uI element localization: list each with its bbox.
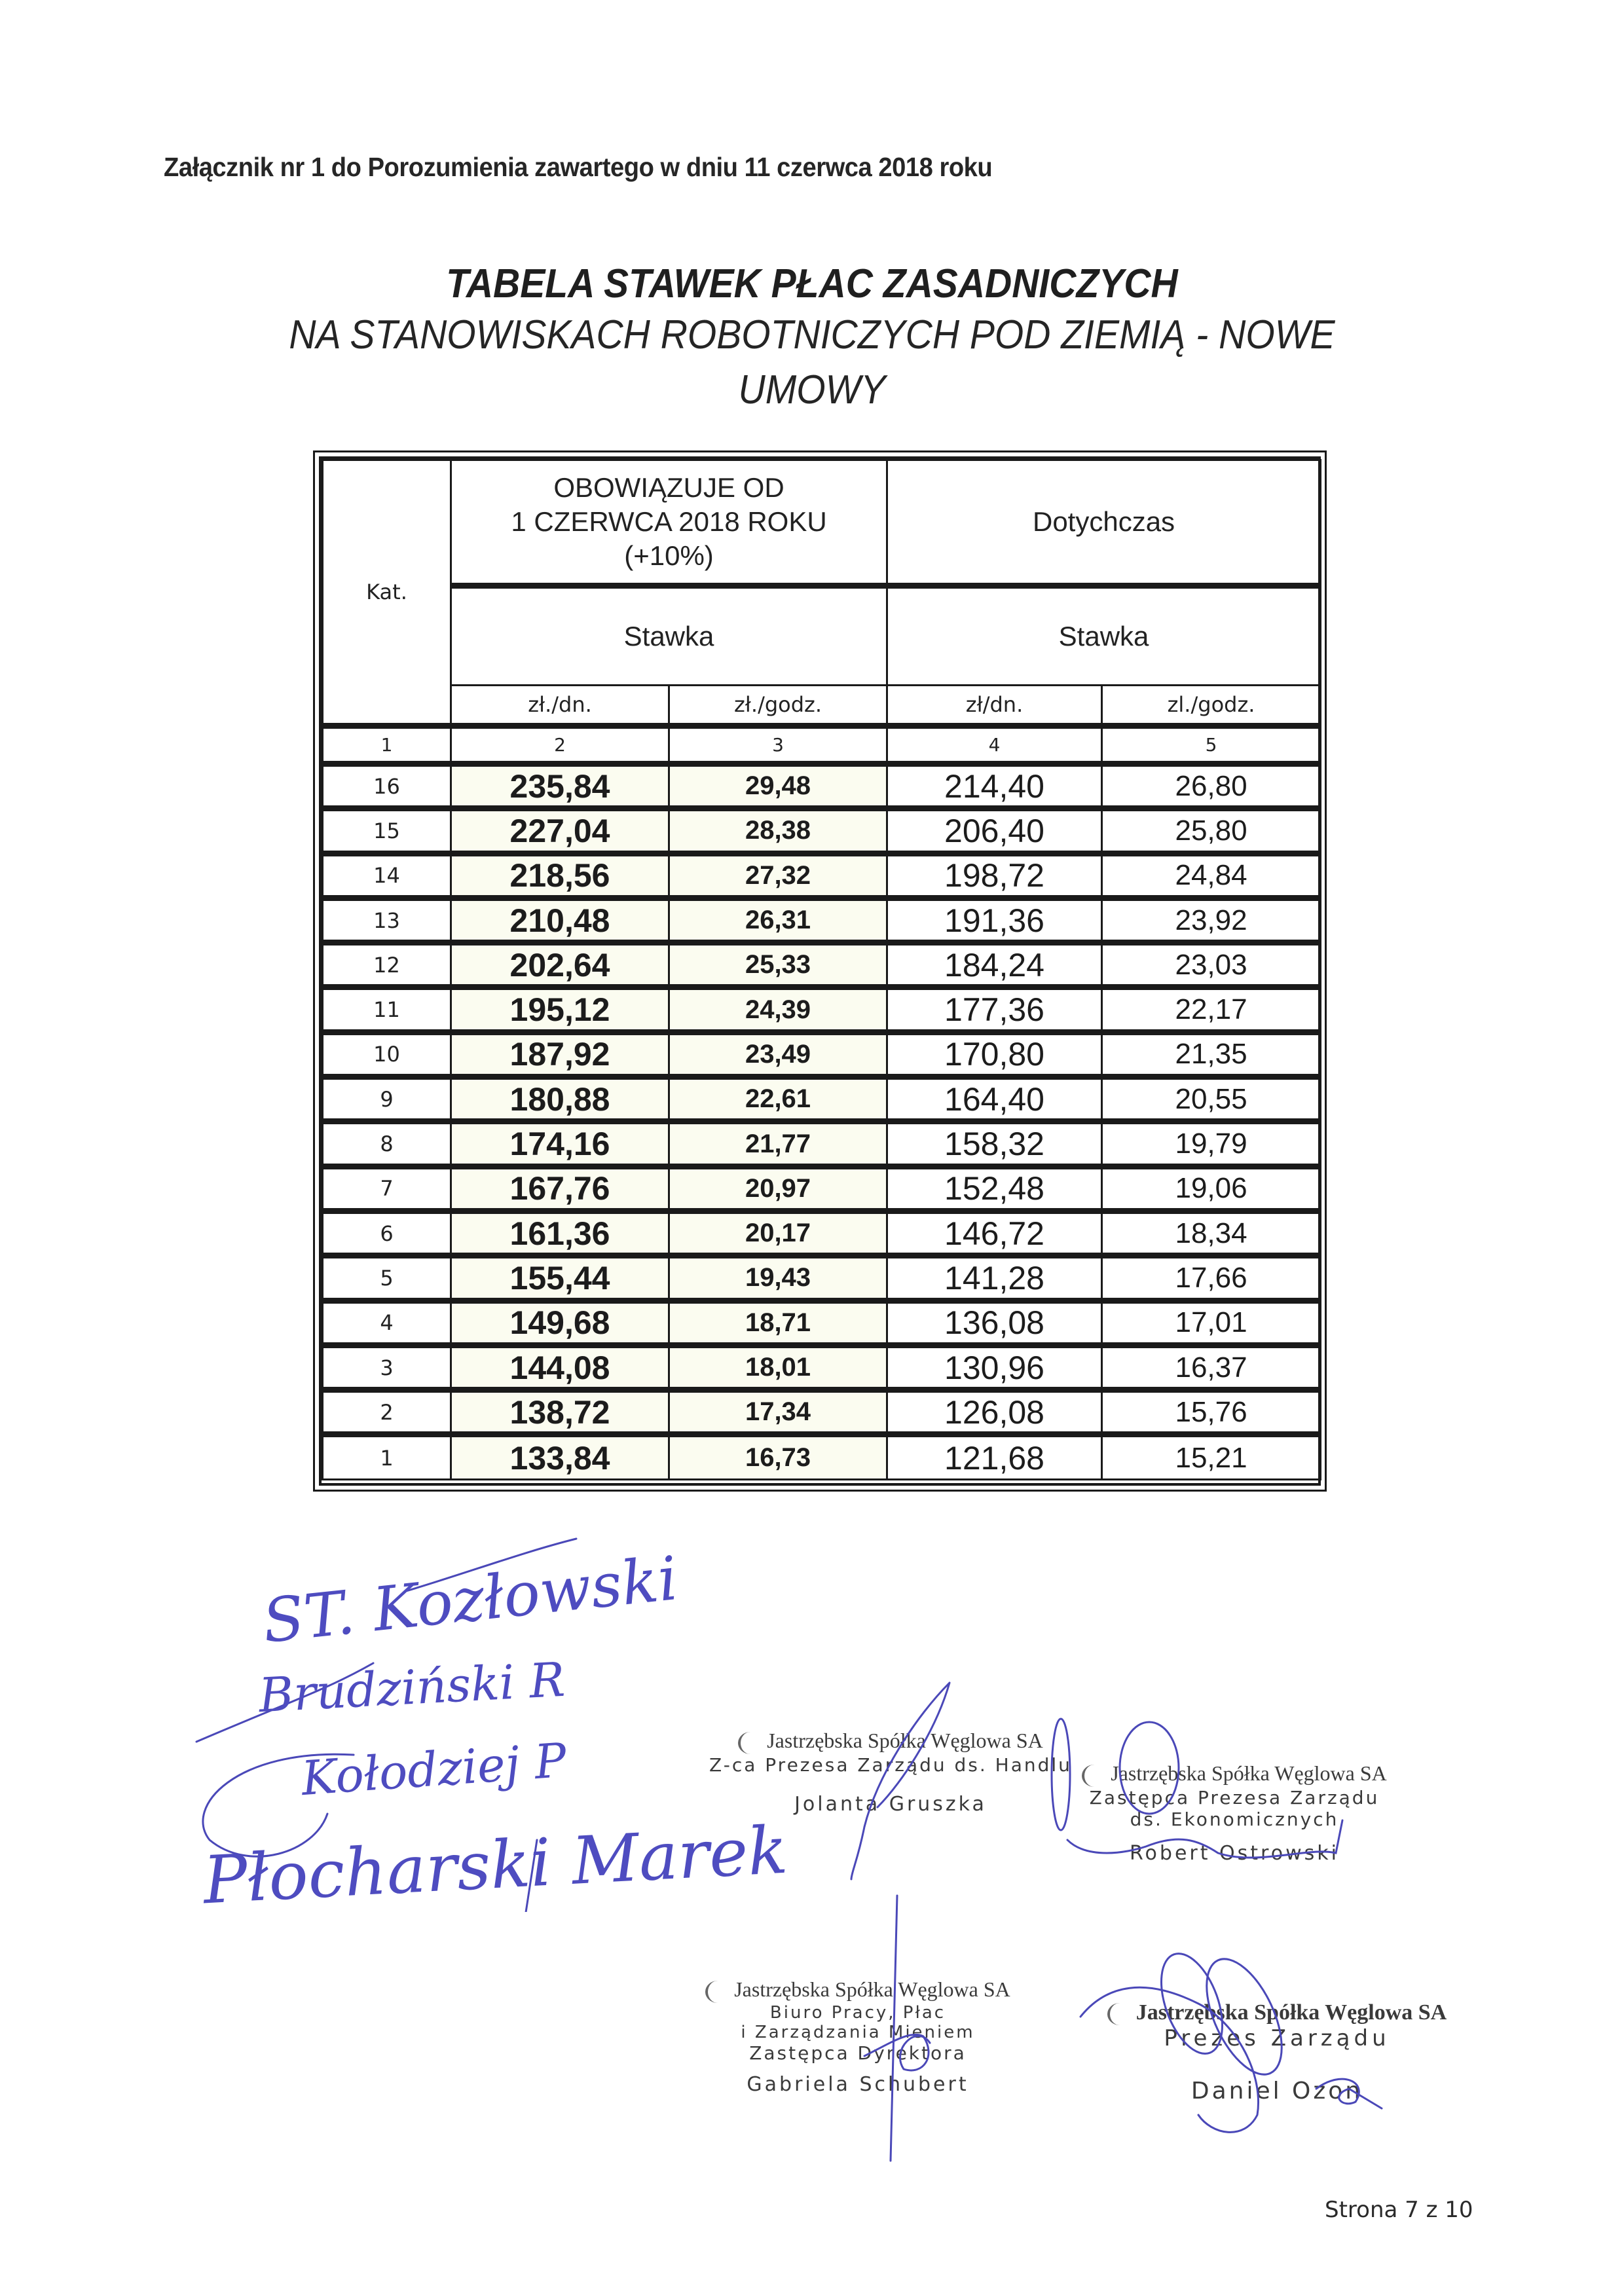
cell-old-rate-per-day: 146,72	[887, 1211, 1102, 1255]
table-row	[323, 1300, 1321, 1345]
column-number: 3	[669, 726, 887, 764]
signature-schubert	[851, 1892, 956, 2167]
cell-new-rate-per-hour: 18,71	[669, 1300, 887, 1345]
signature-ozon	[1067, 1945, 1434, 2141]
signature-ostrowski	[1048, 1716, 1401, 1866]
cell-category: 16	[323, 764, 451, 809]
stamp-name: Jolanta Gruszka	[794, 1792, 987, 1816]
cell-new-rate-per-hour: 21,77	[669, 1122, 887, 1166]
cell-category: 2	[323, 1390, 451, 1435]
cell-category: 13	[323, 898, 451, 942]
cell-old-rate-per-hour: 26,80	[1102, 764, 1321, 809]
cell-new-rate-per-hour: 16,73	[669, 1435, 887, 1479]
company-logo-icon	[705, 1981, 730, 2003]
cell-category: 14	[323, 853, 451, 898]
cell-new-rate-per-hour: 20,17	[669, 1211, 887, 1255]
cell-old-rate-per-day: 136,08	[887, 1300, 1102, 1345]
cell-old-rate-per-day: 206,40	[887, 809, 1102, 853]
signature-gruszka	[838, 1676, 969, 1886]
table-row	[323, 1077, 1321, 1122]
header-row-stawka	[323, 586, 1321, 686]
wage-rate-table	[313, 450, 1327, 1492]
cell-new-rate-per-hour: 28,38	[669, 809, 887, 853]
table-row	[323, 1435, 1321, 1479]
stamp-name: Gabriela Schubert	[747, 2072, 969, 2096]
cell-old-rate-per-hour: 19,79	[1102, 1122, 1321, 1166]
cell-new-rate-per-day: 218,56	[451, 853, 669, 898]
stamp-position-detail: ds. Ekonomicznych	[1130, 1808, 1339, 1830]
cell-category: 4	[323, 1300, 451, 1345]
stamp-department-line1: Biuro Pracy, Płac	[769, 2002, 946, 2023]
cell-old-rate-per-hour: 16,37	[1102, 1345, 1321, 1389]
cell-old-rate-per-day: 164,40	[887, 1077, 1102, 1122]
cell-old-rate-per-day: 141,28	[887, 1256, 1102, 1300]
cell-old-rate-per-hour: 23,03	[1102, 943, 1321, 987]
cell-old-rate-per-hour: 21,35	[1102, 1032, 1321, 1076]
header-row-units	[323, 686, 1321, 726]
cell-old-rate-per-day: 198,72	[887, 853, 1102, 898]
table-row	[323, 853, 1321, 898]
cell-new-rate-per-day: 138,72	[451, 1390, 669, 1435]
stamp-name: Daniel Ozon	[1190, 2078, 1363, 2105]
cell-new-rate-per-day: 210,48	[451, 898, 669, 942]
page-number: Strona 7 z 10	[1325, 2197, 1473, 2223]
cell-category: 9	[323, 1077, 451, 1122]
cell-old-rate-per-hour: 15,21	[1102, 1435, 1321, 1479]
stamp-department-line2: i Zarządzania Mieniem	[741, 2022, 975, 2042]
cell-old-rate-per-day: 152,48	[887, 1166, 1102, 1211]
stamp-position: Zastępca Dyrektora	[749, 2042, 967, 2064]
cell-old-rate-per-hour: 22,17	[1102, 987, 1321, 1032]
header-group-new-line1: OBOWIĄZUJE OD	[553, 472, 784, 503]
cell-new-rate-per-hour: 17,34	[669, 1390, 887, 1435]
cell-new-rate-per-hour: 25,33	[669, 943, 887, 987]
header-kat: Kat.	[323, 460, 451, 726]
document-subtitle-line1: NA STANOWISKACH ROBOTNICZYCH POD ZIEMIĄ - NOWE	[289, 312, 1335, 358]
cell-old-rate-per-hour: 15,76	[1102, 1390, 1321, 1435]
cell-old-rate-per-hour: 19,06	[1102, 1166, 1321, 1211]
stamp-company: Jastrzębska Spółka Węglowa SA	[1135, 2000, 1447, 2025]
table-row	[323, 1032, 1321, 1076]
cell-category: 5	[323, 1256, 451, 1300]
header-unit-new-day: zł./dn.	[451, 686, 669, 726]
cell-old-rate-per-hour: 18,34	[1102, 1211, 1321, 1255]
cell-new-rate-per-day: 144,08	[451, 1345, 669, 1389]
cell-old-rate-per-day: 170,80	[887, 1032, 1102, 1076]
cell-old-rate-per-hour: 24,84	[1102, 853, 1321, 898]
stamp-position: Z-ca Prezesa Zarządu ds. Handlu	[709, 1753, 1072, 1776]
cell-new-rate-per-hour: 18,01	[669, 1345, 887, 1389]
cell-new-rate-per-hour: 29,48	[669, 764, 887, 809]
cell-new-rate-per-day: 235,84	[451, 764, 669, 809]
cell-category: 8	[323, 1122, 451, 1166]
cell-new-rate-per-day: 174,16	[451, 1122, 669, 1166]
cell-category: 15	[323, 809, 451, 853]
document-title: TABELA STAWEK PŁAC ZASADNICZYCH	[446, 261, 1178, 306]
cell-new-rate-per-day: 149,68	[451, 1300, 669, 1345]
table-row	[323, 764, 1321, 809]
cell-new-rate-per-day: 161,36	[451, 1211, 669, 1255]
cell-category: 7	[323, 1166, 451, 1211]
cell-new-rate-per-day: 195,12	[451, 987, 669, 1032]
cell-category: 12	[323, 943, 451, 987]
header-unit-old-day: zł/dn.	[887, 686, 1102, 726]
stamp-position: Prezes Zarządu	[1164, 2025, 1390, 2052]
cell-new-rate-per-day: 167,76	[451, 1166, 669, 1211]
cell-new-rate-per-day: 180,88	[451, 1077, 669, 1122]
cell-category: 10	[323, 1032, 451, 1076]
cell-category: 11	[323, 987, 451, 1032]
cell-new-rate-per-hour: 23,49	[669, 1032, 887, 1076]
stamp-company: Jastrzębska Spółka Węglowa SA	[767, 1729, 1043, 1752]
cell-new-rate-per-day: 202,64	[451, 943, 669, 987]
header-row-groups	[323, 460, 1321, 586]
header-group-new-line3: (+10%)	[624, 540, 714, 571]
cell-old-rate-per-hour: 17,01	[1102, 1300, 1321, 1345]
document-subtitle-line2: UMOWY	[738, 367, 886, 413]
cell-old-rate-per-hour: 23,92	[1102, 898, 1321, 942]
cell-old-rate-per-day: 121,68	[887, 1435, 1102, 1479]
cell-new-rate-per-day: 227,04	[451, 809, 669, 853]
header-stawka-new: Stawka	[451, 586, 887, 686]
cell-new-rate-per-day: 133,84	[451, 1435, 669, 1479]
rates-table	[322, 459, 1321, 1480]
table-row	[323, 1166, 1321, 1211]
cell-old-rate-per-day: 214,40	[887, 764, 1102, 809]
stamp-name: Robert Ostrowski	[1130, 1841, 1339, 1865]
cell-new-rate-per-hour: 22,61	[669, 1077, 887, 1122]
table-row	[323, 943, 1321, 987]
cell-category: 3	[323, 1345, 451, 1389]
header-stawka-old: Stawka	[887, 586, 1321, 686]
header-group-new-line2: 1 CZERWCA 2018 ROKU	[511, 506, 827, 537]
cell-new-rate-per-hour: 19,43	[669, 1256, 887, 1300]
header-group-old: Dotychczas	[887, 460, 1321, 586]
annex-heading: Załącznik nr 1 do Porozumienia zawartego w dniu 11 czerwca 2018 roku	[164, 152, 993, 182]
signature-kozlowski: ST. Kozłowski	[259, 1543, 681, 1657]
table-row	[323, 809, 1321, 853]
cell-old-rate-per-hour: 25,80	[1102, 809, 1321, 853]
cell-new-rate-per-day: 187,92	[451, 1032, 669, 1076]
table-row	[323, 1211, 1321, 1255]
company-logo-icon	[738, 1732, 763, 1754]
header-row-column-numbers	[323, 726, 1321, 764]
table-row	[323, 898, 1321, 942]
cell-old-rate-per-day: 184,24	[887, 943, 1102, 987]
header-unit-new-hour: zł./godz.	[669, 686, 887, 726]
column-number: 4	[887, 726, 1102, 764]
cell-old-rate-per-hour: 17,66	[1102, 1256, 1321, 1300]
cell-category: 6	[323, 1211, 451, 1255]
cell-new-rate-per-hour: 26,31	[669, 898, 887, 942]
cell-old-rate-per-day: 158,32	[887, 1122, 1102, 1166]
cell-old-rate-per-day: 130,96	[887, 1345, 1102, 1389]
table-row	[323, 1122, 1321, 1166]
cell-new-rate-per-day: 155,44	[451, 1256, 669, 1300]
column-number: 1	[323, 726, 451, 764]
cell-category: 1	[323, 1435, 451, 1479]
table-row	[323, 1390, 1321, 1435]
stamp-company: Jastrzębska Spółka Węglowa SA	[1111, 1761, 1387, 1785]
cell-new-rate-per-hour: 24,39	[669, 987, 887, 1032]
stamp-company: Jastrzębska Spółka Węglowa SA	[734, 1977, 1010, 2001]
column-number: 5	[1102, 726, 1321, 764]
cell-old-rate-per-day: 191,36	[887, 898, 1102, 942]
header-group-new	[451, 460, 887, 586]
table-row	[323, 1345, 1321, 1389]
signature-plocharski: Płocharski Marek	[201, 1811, 790, 1919]
wage-rate-table-inner-border	[319, 456, 1321, 1486]
column-number: 2	[451, 726, 669, 764]
table-row	[323, 1256, 1321, 1300]
cell-old-rate-per-day: 126,08	[887, 1390, 1102, 1435]
signature-kolodziej: Kołodziej P	[299, 1732, 568, 1807]
table-row	[323, 987, 1321, 1032]
signature-brudzinski: Brudziński R	[257, 1651, 566, 1723]
cell-new-rate-per-hour: 27,32	[669, 853, 887, 898]
cell-old-rate-per-hour: 20,55	[1102, 1077, 1321, 1122]
stamp-position: Zastępca Prezesa Zarządu	[1089, 1786, 1380, 1808]
cell-old-rate-per-day: 177,36	[887, 987, 1102, 1032]
header-unit-old-hour: zl./godz.	[1102, 686, 1321, 726]
cell-new-rate-per-hour: 20,97	[669, 1166, 887, 1211]
